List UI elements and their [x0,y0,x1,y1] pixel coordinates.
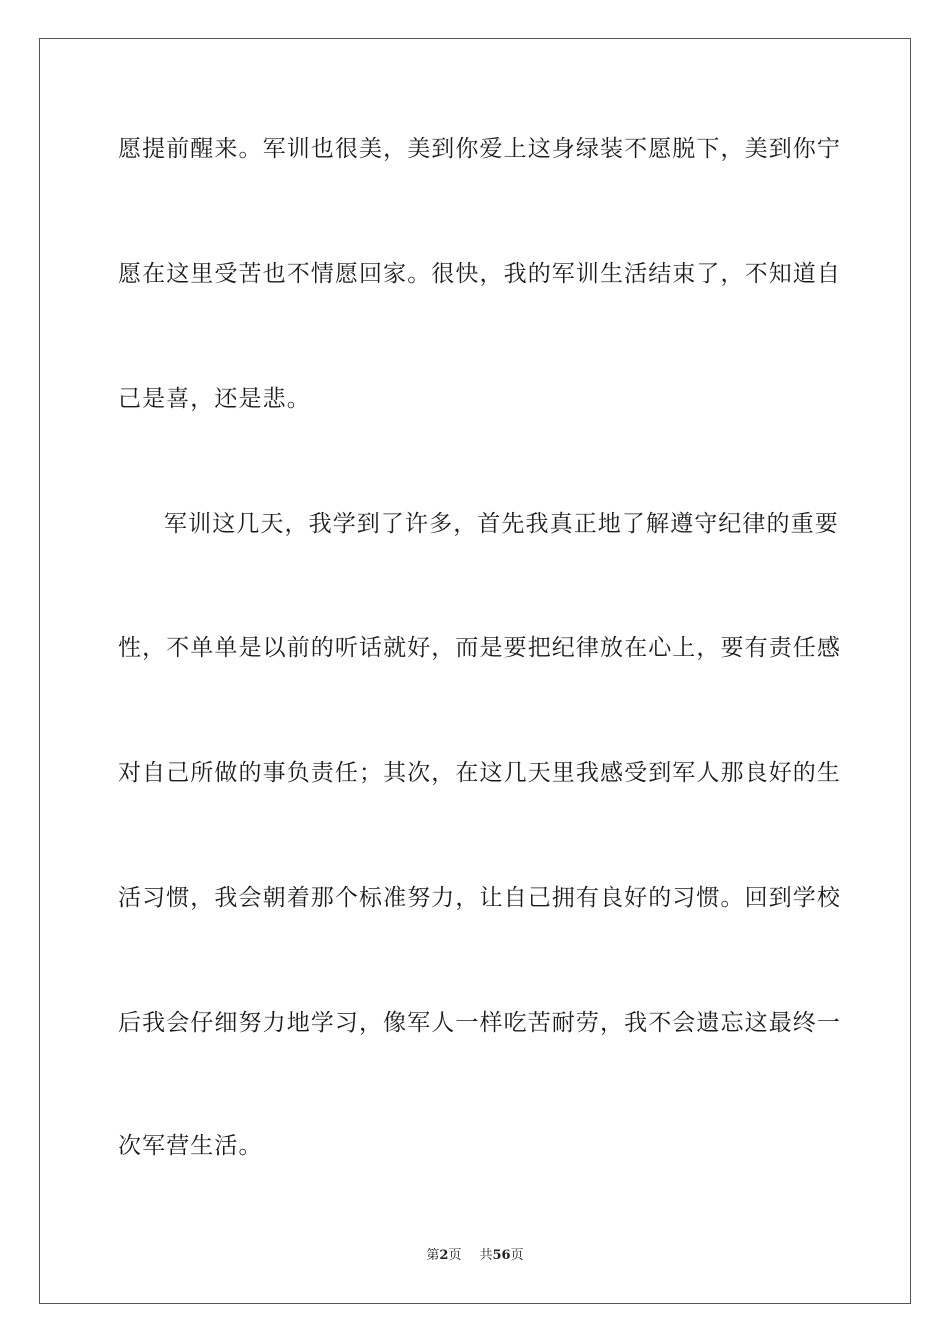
page-suffix: 页 [448,1248,462,1263]
paragraph-line-1: 愿提前醒来。军训也很美，美到你爱上这身绿装不愿脱下，美到你宁 [118,136,841,162]
total-prefix: 共 [479,1248,493,1263]
page-footer [0,1246,950,1266]
paragraph-line-4: 军训这几天，我学到了许多，首先我真正地了解遵守纪律的重要 [164,511,839,537]
paragraph-line-8: 后我会仔细努力地学习，像军人一样吃苦耐劳，我不会遗忘这最终一 [118,1010,841,1036]
page-border [39,38,911,1304]
paragraph-line-7: 活习惯，我会朝着那个标准努力，让自己拥有良好的习惯。回到学校 [118,885,841,911]
paragraph-line-3: 己是喜，还是悲。 [118,386,311,412]
paragraph-line-2: 愿在这里受苦也不情愿回家。很快，我的军训生活结束了，不知道自 [118,261,841,287]
page-prefix: 第 [426,1248,440,1263]
paragraph-line-5: 性，不单单是以前的听话就好，而是要把纪律放在心上，要有责任感 [118,635,841,661]
total-pages: 56 [492,1248,511,1263]
total-suffix: 页 [510,1248,524,1263]
paragraph-line-9: 次军营生活。 [118,1133,263,1159]
page-number: 2 [439,1248,449,1263]
paragraph-line-6: 对自己所做的事负责任；其次，在这几天里我感受到军人那良好的生 [118,760,841,786]
